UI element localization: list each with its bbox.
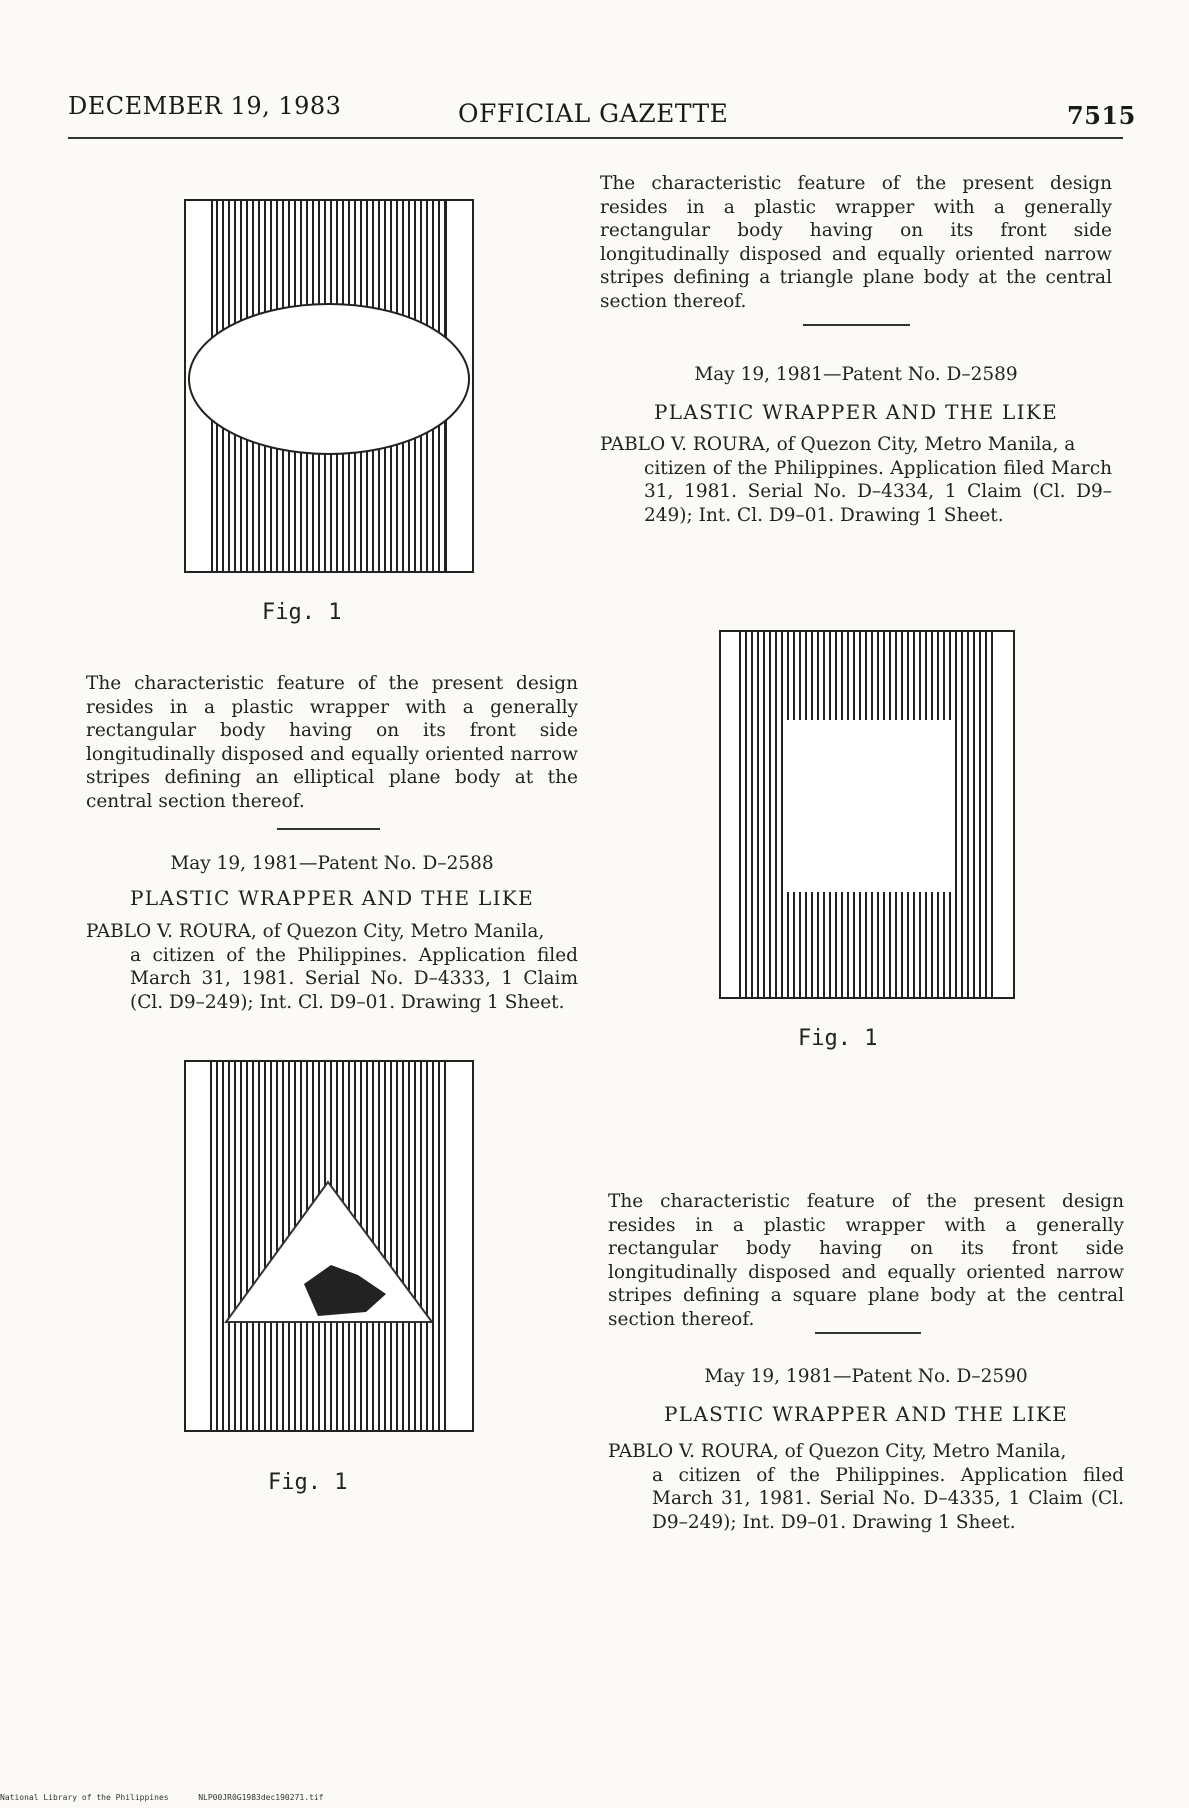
figure-triangle-wrapper xyxy=(184,1060,474,1432)
square-drawing xyxy=(721,632,1013,997)
separator xyxy=(815,1332,921,1334)
patent-2588-date: May 19, 1981—Patent No. D–2588 xyxy=(170,853,494,874)
patent-2588-applicant-line1: , of Quezon City, Metro Manila, xyxy=(250,921,545,942)
patent-2589-date: May 19, 1981—Patent No. D–2589 xyxy=(694,364,1018,385)
patent-2590-applicant xyxy=(608,1440,1124,1534)
header-date: DECEMBER 19, 1983 xyxy=(68,92,342,120)
patent-2588-applicant-details: a citizen of the Philippines. Application filed March 31, 1981. Serial No. D–4333, 1 Claim (Cl. D9–249); Int. Cl. D9–01. Drawing 1 Sheet. xyxy=(130,944,578,1013)
separator xyxy=(277,828,380,830)
fig1-label: Fig. 1 xyxy=(262,600,342,625)
header-title: OFFICIAL GAZETTE xyxy=(458,99,729,128)
patent-2590-title: PLASTIC WRAPPER AND THE LIKE xyxy=(664,1402,1068,1426)
patent-2589-inventor: PABLO V. ROURA xyxy=(600,434,765,455)
figure-ellipse-wrapper xyxy=(184,199,474,573)
header-rule xyxy=(68,137,1123,139)
footer-library: National Library of the Philippines xyxy=(0,1793,169,1802)
patent-2588-title: PLASTIC WRAPPER AND THE LIKE xyxy=(130,886,534,910)
triangle-drawing xyxy=(186,1062,472,1430)
separator xyxy=(803,324,910,326)
description-triangle: The characteristic feature of the present design resides in a plastic wrapper with a generally rectangular body having on its front side longitudinally disposed and equally oriented narrow stripes defining a triangle plane body at the central section thereof. xyxy=(600,173,1112,312)
footer-file: NLP00JR0G1983dec190271.tif xyxy=(198,1793,324,1802)
description-square: The characteristic feature of the present design resides in a plastic wrapper with a generally rectangular body having on its front side longitudinally disposed and equally oriented narrow stripes defining a square plane body at the central section thereof. xyxy=(608,1191,1124,1330)
patent-2590-applicant-line1: , of Quezon City, Metro Manila, xyxy=(772,1441,1067,1462)
patent-2589-applicant-details: citizen of the Philippines. Application filed March 31, 1981. Serial No. D–4334, 1 Claim (Cl. D9–249); Int. Cl. D9–01. Drawing 1 Sheet. xyxy=(644,457,1112,526)
fig2-label: Fig. 1 xyxy=(268,1470,348,1495)
footer xyxy=(0,1793,323,1802)
fig3-label: Fig. 1 xyxy=(798,1026,878,1051)
ellipse-drawing xyxy=(186,201,472,571)
patent-2590-applicant-details: a citizen of the Philippines. Application filed March 31, 1981. Serial No. D–4335, 1 Claim (Cl. D9–249); Int. D9–01. Drawing 1 Sheet. xyxy=(652,1464,1124,1533)
header-page-number: 7515 xyxy=(1067,101,1136,130)
patent-2588-applicant xyxy=(86,920,578,1014)
patent-2590-date: May 19, 1981—Patent No. D–2590 xyxy=(704,1366,1028,1387)
figure-square-wrapper xyxy=(719,630,1015,999)
patent-2588-inventor: PABLO V. ROURA xyxy=(86,921,251,942)
patent-2589-applicant-line1: , of Quezon City, Metro Manila, a xyxy=(764,434,1076,455)
patent-2589-title: PLASTIC WRAPPER AND THE LIKE xyxy=(654,400,1058,424)
patent-2589-applicant xyxy=(600,433,1112,527)
description-elliptical: The characteristic feature of the present design resides in a plastic wrapper with a generally rectangular body having on its front side longitudinally disposed and equally oriented narrow stripes defining an elliptical plane body at the central section thereof. xyxy=(86,673,578,812)
patent-2590-inventor: PABLO V. ROURA xyxy=(608,1441,773,1462)
